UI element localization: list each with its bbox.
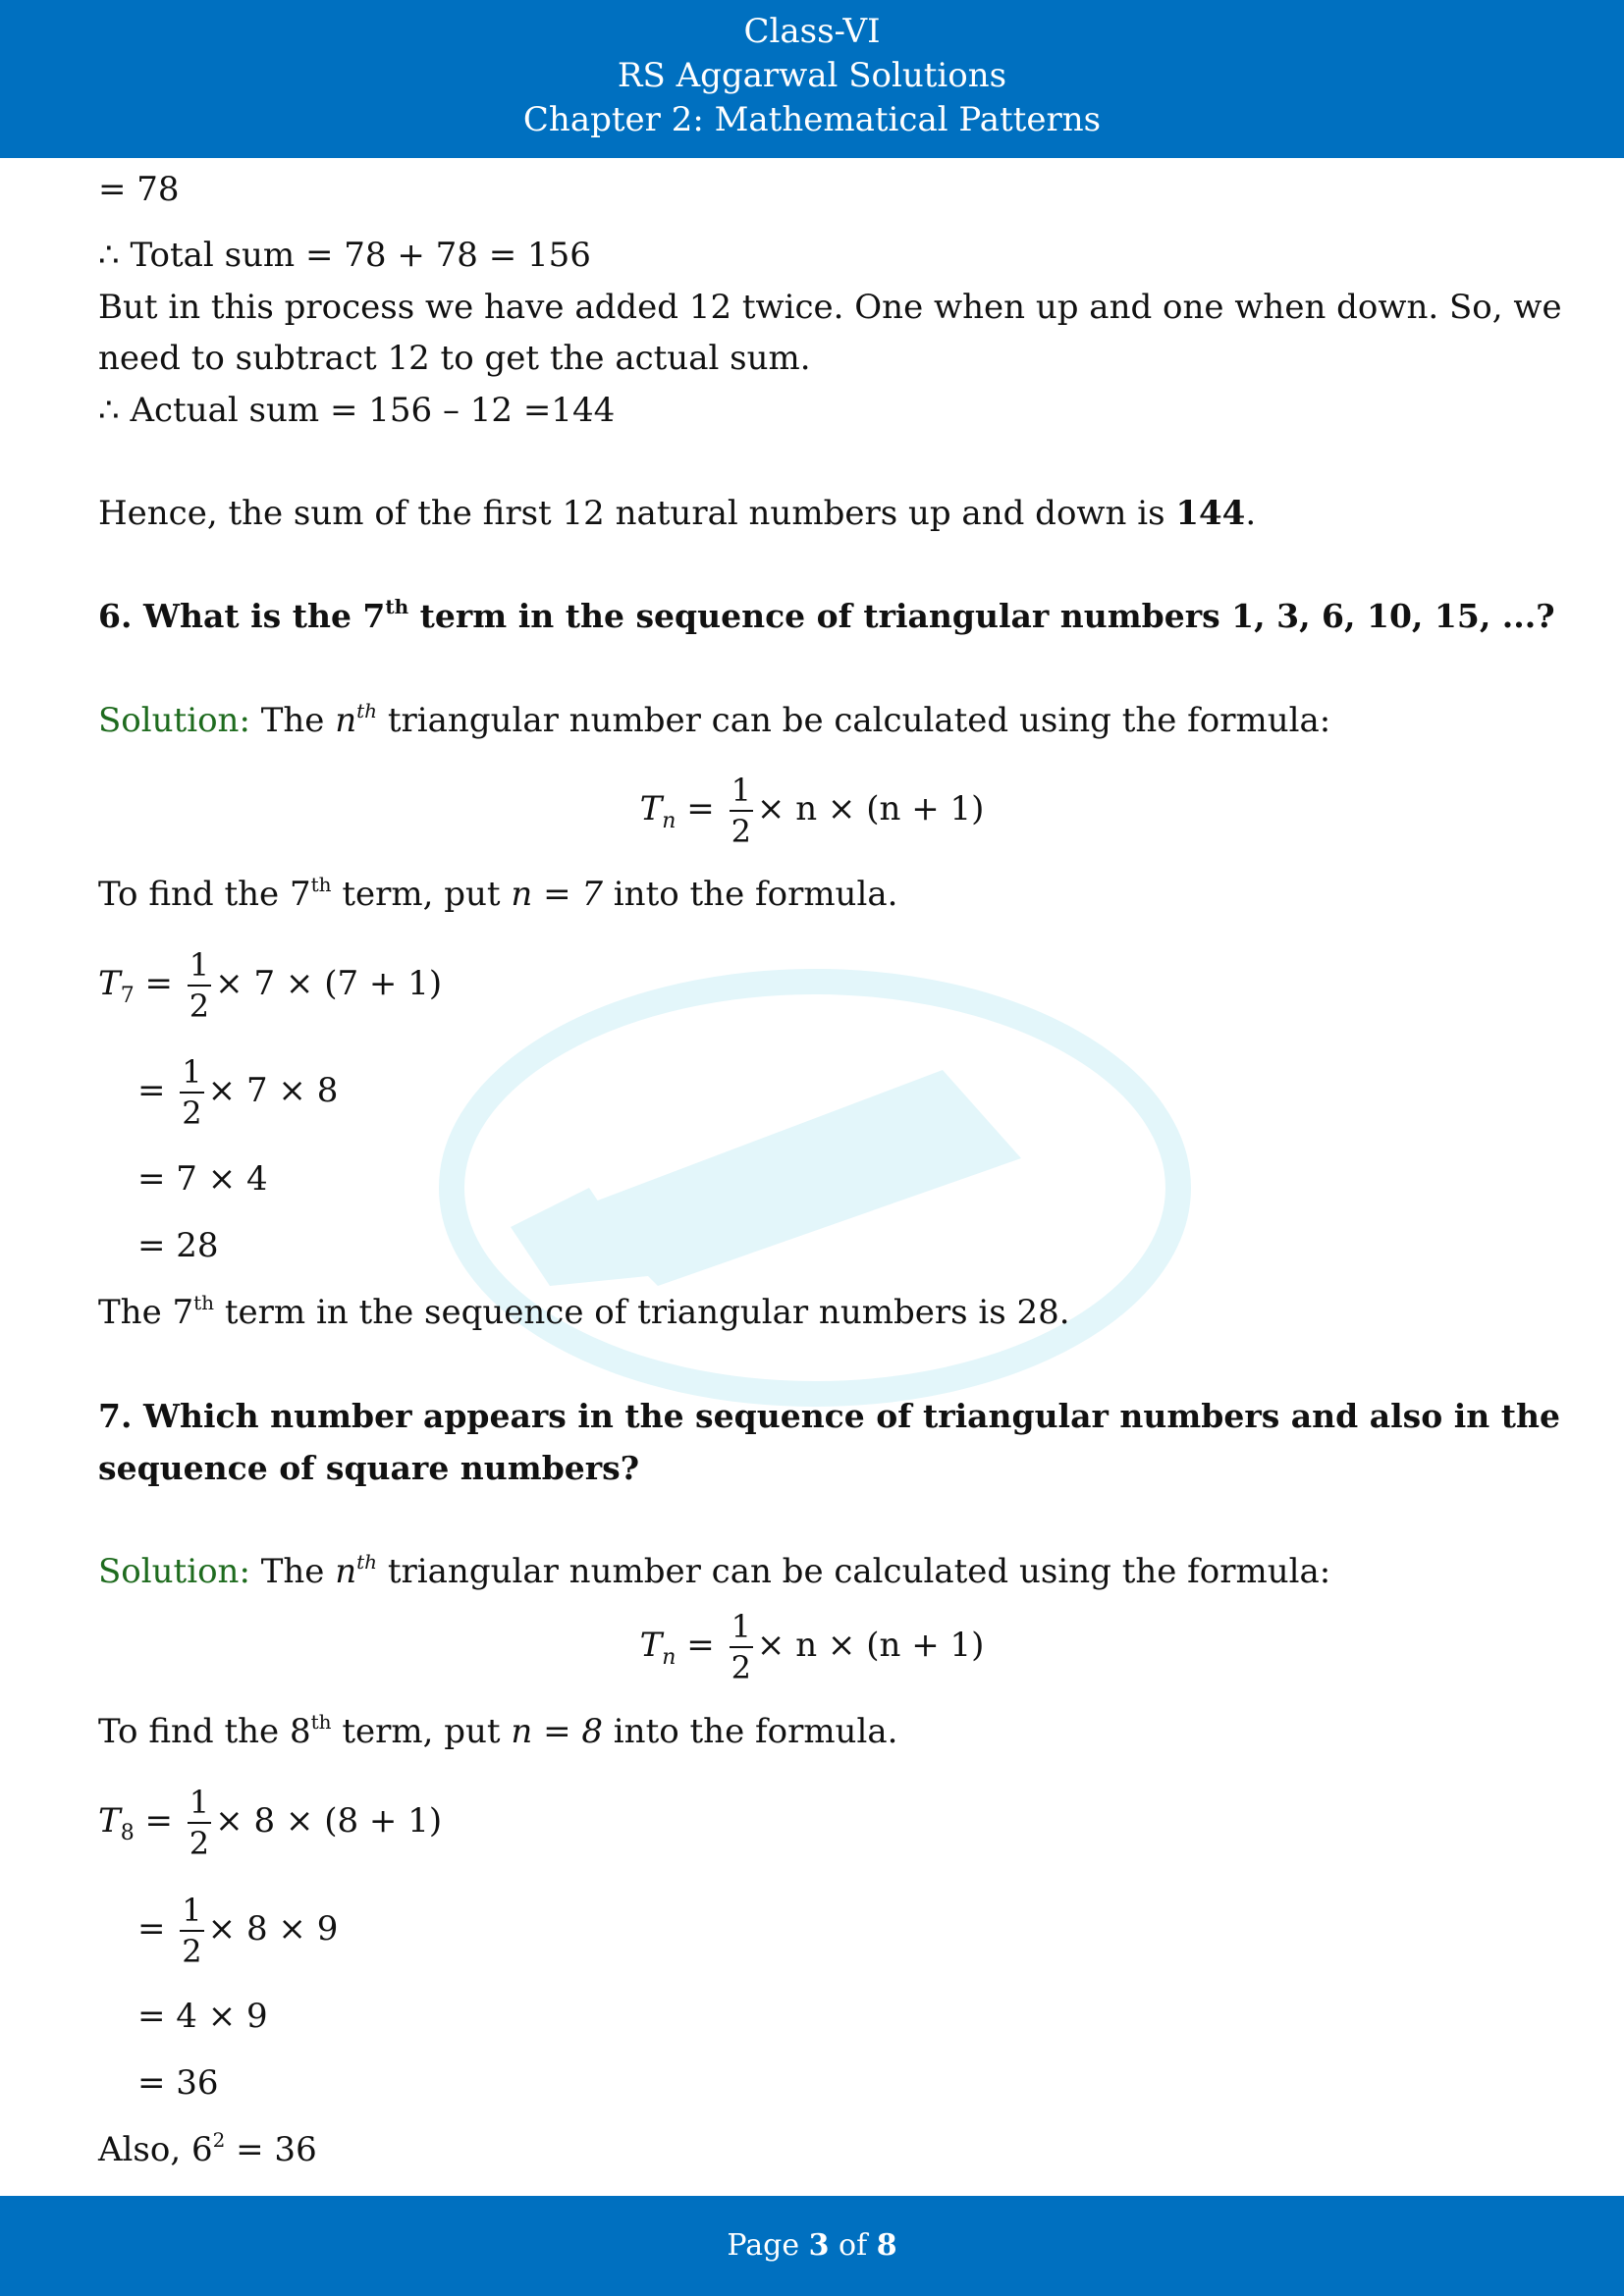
math-eq: n = 8	[511, 1712, 603, 1751]
subscript: n	[662, 809, 677, 833]
formula-tn-2	[0, 1606, 1624, 1684]
solution-text-rest: triangular number can be calculated using the formula:	[377, 701, 1331, 740]
find-8th-line	[98, 1712, 897, 1751]
solution-text-rest: triangular number can be calculated using the formula:	[377, 1552, 1331, 1591]
question-6	[98, 597, 1555, 636]
step-rhs: × 7 × 8	[207, 1071, 339, 1110]
denominator: 2	[182, 1095, 202, 1132]
solution-label: Solution:	[98, 1552, 250, 1591]
t8-step-4: = 36	[137, 2063, 219, 2103]
question-7-line-2: sequence of square numbers?	[98, 1449, 640, 1487]
of-word: of	[829, 2228, 877, 2263]
subscript: 8	[120, 1821, 135, 1845]
text-line: But in this process we have added 12 twice. One when up and one when down. So, we	[98, 288, 1562, 327]
step-rhs: × 8 × (8 + 1)	[215, 1801, 443, 1841]
superscript: th	[310, 873, 332, 896]
math-n: n	[335, 1552, 357, 1591]
solution-6-intro	[98, 701, 1330, 740]
equals: =	[137, 1909, 177, 1949]
numerator: 1	[188, 949, 211, 987]
t8-step-2	[137, 1890, 338, 1968]
text: The 7	[98, 1293, 194, 1332]
superscript: th	[356, 699, 378, 722]
page-header	[0, 0, 1624, 158]
denominator: 2	[189, 1825, 210, 1862]
text: To find the 7	[98, 875, 311, 914]
fraction-half	[730, 1608, 753, 1686]
page-word: Page	[727, 2228, 809, 2263]
fraction-half	[180, 1053, 203, 1132]
text: term in the sequence of triangular numbers is 28.	[214, 1293, 1070, 1332]
formula-tn	[0, 770, 1624, 848]
math-eq: n = 7	[511, 875, 603, 914]
current-page: 3	[808, 2228, 830, 2263]
denominator: 2	[731, 813, 751, 850]
text-line: ∴ Actual sum = 156 – 12 =144	[98, 391, 616, 430]
equals: =	[134, 1801, 184, 1841]
subscript: 7	[120, 984, 135, 1008]
step-rhs: × 8 × 9	[207, 1909, 339, 1949]
superscript: 2	[212, 2128, 226, 2152]
fraction-half	[188, 1784, 211, 1862]
text-line: need to subtract 12 to get the actual sum.	[98, 339, 811, 378]
t7-result	[98, 1293, 1070, 1332]
math-n: n	[335, 701, 357, 740]
header-class: Class-VI	[743, 12, 881, 51]
formula-rhs: × n × (n + 1)	[756, 1626, 985, 1665]
page-footer	[0, 2196, 1624, 2296]
superscript: th	[385, 595, 409, 618]
step-rhs: × 7 × (7 + 1)	[215, 964, 443, 1003]
find-7th-line	[98, 875, 897, 914]
t7-step-1	[98, 944, 442, 1023]
numerator: 1	[180, 1056, 203, 1094]
question-7-line-1: 7. Which number appears in the sequence of triangular numbers and also in the	[98, 1397, 1560, 1435]
fraction-half	[188, 946, 211, 1025]
denominator: 2	[182, 1933, 202, 1970]
conclusion-line	[98, 494, 1256, 533]
numerator: 1	[730, 774, 753, 812]
text: To find the 8	[98, 1712, 311, 1751]
t7-step-4: = 28	[137, 1226, 219, 1265]
t8-step-1	[98, 1782, 442, 1860]
superscript: th	[310, 1710, 332, 1734]
numerator: 1	[180, 1895, 203, 1932]
t8-step-3: = 4 × 9	[137, 1997, 268, 2036]
math-t: T	[639, 1626, 663, 1665]
solution-text: The	[249, 1552, 336, 1591]
text: into the formula.	[603, 875, 898, 914]
conclusion-text: Hence, the sum of the first 12 natural numbers up and down is	[98, 494, 1176, 533]
text: term, put	[331, 1712, 512, 1751]
watermark-logo	[432, 962, 1198, 1472]
text-line: = 78	[98, 170, 180, 209]
text: = 36	[225, 2130, 317, 2169]
numerator: 1	[188, 1787, 211, 1824]
text: into the formula.	[603, 1712, 898, 1751]
numerator: 1	[730, 1611, 753, 1648]
question-6-text: 6. What is the 7	[98, 597, 386, 635]
also-line	[98, 2130, 317, 2169]
solution-7-intro	[98, 1552, 1330, 1591]
superscript: th	[193, 1291, 215, 1314]
total-pages: 8	[876, 2228, 897, 2263]
conclusion-answer: 144	[1175, 494, 1246, 533]
conclusion-period: .	[1245, 494, 1257, 533]
text: Also, 6	[98, 2130, 213, 2169]
superscript: th	[356, 1550, 378, 1574]
denominator: 2	[189, 988, 210, 1025]
math-t: T	[98, 1801, 121, 1841]
math-t: T	[98, 964, 121, 1003]
math-t: T	[639, 789, 663, 828]
header-chapter: Chapter 2: Mathematical Patterns	[522, 100, 1102, 139]
equals: =	[676, 789, 726, 828]
solution-text: The	[249, 701, 336, 740]
question-6-text-rest: term in the sequence of triangular numbers 1, 3, 6, 10, 15, ...?	[408, 597, 1555, 635]
text-line: ∴ Total sum = 78 + 78 = 156	[98, 236, 591, 275]
header-book: RS Aggarwal Solutions	[617, 56, 1007, 95]
t7-step-2	[137, 1051, 338, 1130]
solution-label: Solution:	[98, 701, 250, 740]
fraction-half	[180, 1892, 203, 1970]
equals: =	[137, 1071, 177, 1110]
equals: =	[134, 964, 184, 1003]
t7-step-3: = 7 × 4	[137, 1159, 268, 1199]
formula-rhs: × n × (n + 1)	[756, 789, 985, 828]
subscript: n	[662, 1645, 677, 1670]
equals: =	[676, 1626, 726, 1665]
text: term, put	[331, 875, 512, 914]
fraction-half	[730, 772, 753, 850]
denominator: 2	[731, 1649, 751, 1686]
